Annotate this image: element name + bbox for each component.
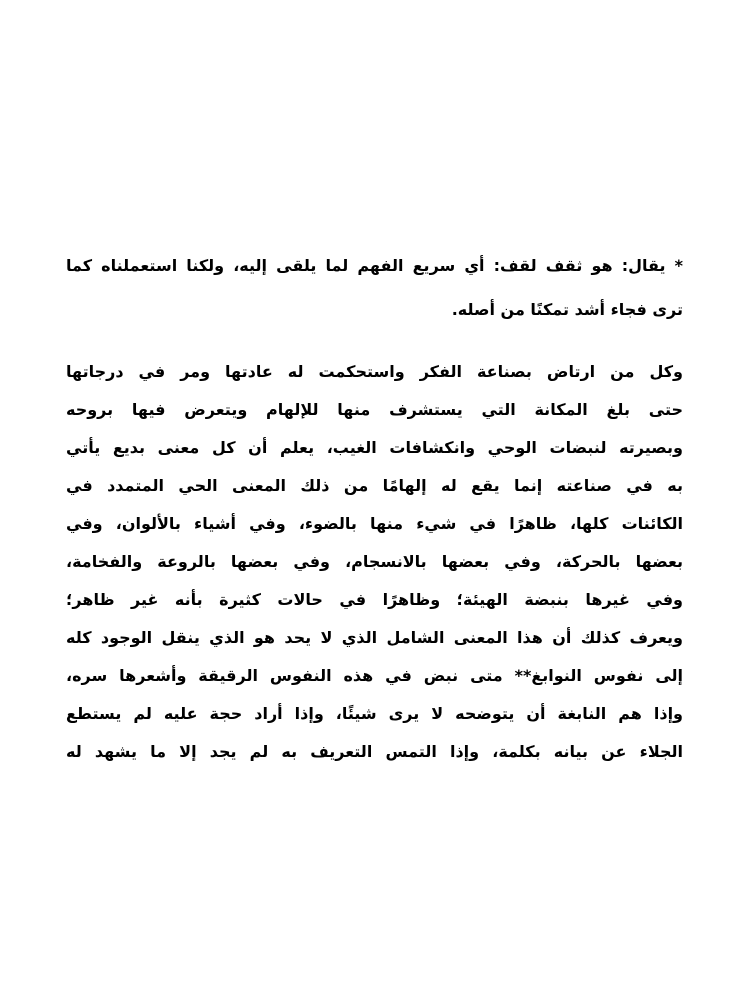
paragraph-line: إلى نفوس النوابغ** متى نبض في هذه النفوس الرقيقة وأشعرها سره،: [66, 666, 683, 685]
paragraph-line: الكائنات كلها، ظاهرًا في شيء منها بالضوء، وفي أشياء بالألوان، وفي: [66, 514, 683, 533]
paragraph-line: ويعرف كذلك أن هذا المعنى الشامل الذي لا يحد هو الذي ينقل الوجود كله: [66, 628, 683, 647]
paragraph-line: وفي غيرها بنبضة الهيئة؛ وظاهرًا في حالات كثيرة بأنه غير ظاهر؛: [66, 590, 683, 609]
paragraph-line: به في صناعته إنما يقع له إلهامًا من ذلك المعنى الحي المتمدد في: [66, 476, 683, 495]
body-paragraph: [66, 353, 683, 771]
paragraph-line: وكل من ارتاض بصناعة الفكر واستحكمت له عادتها ومر في درجاتها: [66, 362, 683, 381]
paragraph-line: وبصيرته لنبضات الوحي وانكشافات الغيب، يعلم أن كل معنى بديع يأتي: [66, 438, 683, 457]
footnote-line: * يقال: هو ثقف لقف: أي سريع الفهم لما يلقى إليه، ولكنا استعملناه كما: [66, 256, 683, 275]
footnote-block: [66, 244, 683, 332]
paragraph-line: بعضها بالحركة، وفي بعضها بالانسجام، وفي بعضها بالروعة والفخامة،: [66, 552, 683, 571]
footnote-line: ترى فجاء أشد تمكنًا من أصله.: [451, 300, 683, 319]
paragraph-line: حتى بلغ المكانة التي يستشرف منها للإلهام ويتعرض فيها بروحه: [66, 400, 683, 419]
paragraph-line: الجلاء عن بيانه بكلمة، وإذا التمس التعريف به لم يجد إلا ما يشهد له: [66, 742, 683, 761]
paragraph-line: وإذا هم النابغة أن يتوضحه لا يرى شيئًا، وإذا أراد حجة عليه لم يستطع: [66, 704, 683, 723]
